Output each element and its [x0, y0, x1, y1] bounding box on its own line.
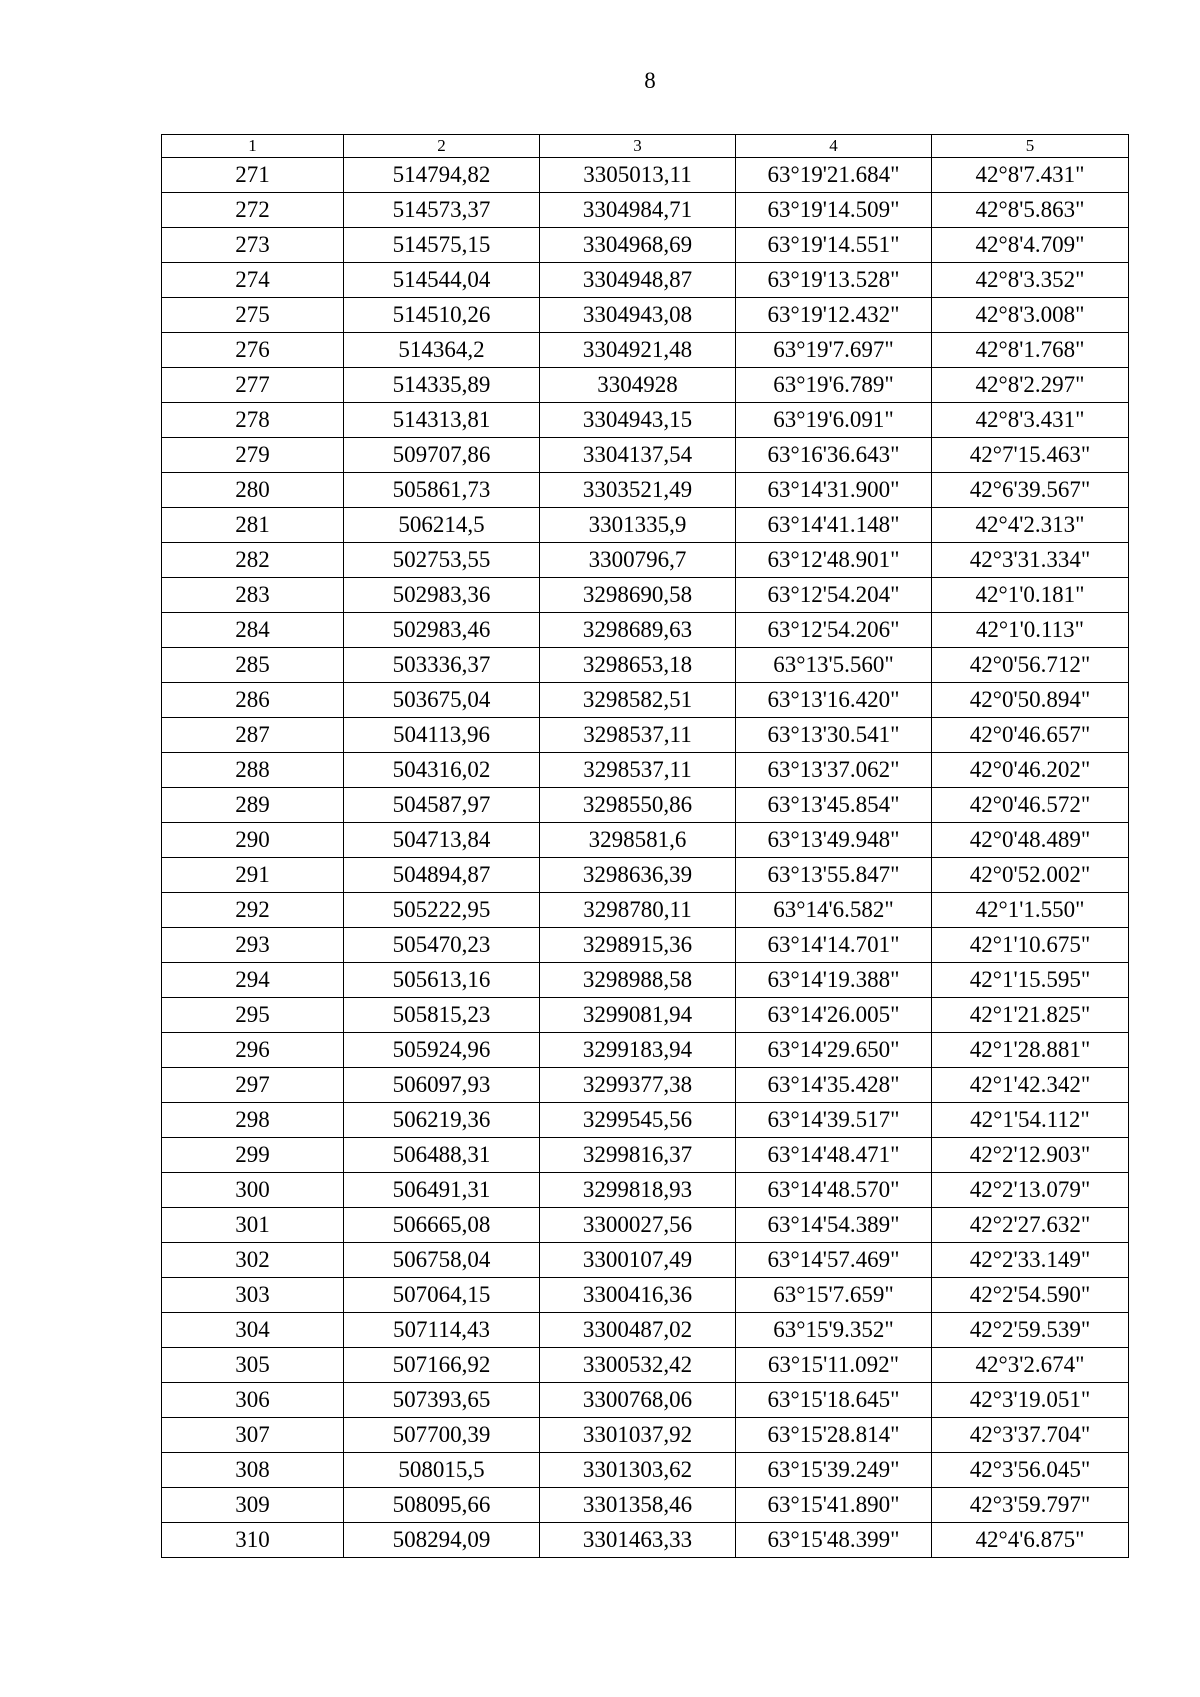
x-coordinate-cell: 505613,16	[344, 963, 540, 998]
column-header-3: 3	[540, 135, 736, 158]
latitude-cell: 63°13'55.847"	[736, 858, 932, 893]
point-number-cell: 296	[162, 1033, 344, 1068]
y-coordinate-cell: 3299081,94	[540, 998, 736, 1033]
table-row	[162, 1208, 1129, 1243]
longitude-cell: 42°1'10.675"	[932, 928, 1129, 963]
latitude-cell: 63°19'14.551"	[736, 228, 932, 263]
point-number-cell: 308	[162, 1453, 344, 1488]
x-coordinate-cell: 506665,08	[344, 1208, 540, 1243]
latitude-cell: 63°14'39.517"	[736, 1103, 932, 1138]
latitude-cell: 63°13'49.948"	[736, 823, 932, 858]
y-coordinate-cell: 3300768,06	[540, 1383, 736, 1418]
latitude-cell: 63°12'48.901"	[736, 543, 932, 578]
point-number-cell: 282	[162, 543, 344, 578]
table-row	[162, 1383, 1129, 1418]
longitude-cell: 42°6'39.567"	[932, 473, 1129, 508]
longitude-cell: 42°0'46.572"	[932, 788, 1129, 823]
latitude-cell: 63°16'36.643"	[736, 438, 932, 473]
table-row	[162, 158, 1129, 193]
point-number-cell: 283	[162, 578, 344, 613]
point-number-cell: 295	[162, 998, 344, 1033]
longitude-cell: 42°1'1.550"	[932, 893, 1129, 928]
point-number-cell: 293	[162, 928, 344, 963]
table-row	[162, 613, 1129, 648]
y-coordinate-cell: 3298537,11	[540, 718, 736, 753]
y-coordinate-cell: 3304928	[540, 368, 736, 403]
longitude-cell: 42°1'15.595"	[932, 963, 1129, 998]
point-number-cell: 292	[162, 893, 344, 928]
table-row	[162, 508, 1129, 543]
longitude-cell: 42°3'2.674"	[932, 1348, 1129, 1383]
table-row	[162, 263, 1129, 298]
point-number-cell: 302	[162, 1243, 344, 1278]
table-row	[162, 928, 1129, 963]
x-coordinate-cell: 506488,31	[344, 1138, 540, 1173]
point-number-cell: 275	[162, 298, 344, 333]
table-row	[162, 718, 1129, 753]
x-coordinate-cell: 507700,39	[344, 1418, 540, 1453]
y-coordinate-cell: 3301037,92	[540, 1418, 736, 1453]
x-coordinate-cell: 506491,31	[344, 1173, 540, 1208]
longitude-cell: 42°4'2.313"	[932, 508, 1129, 543]
latitude-cell: 63°13'45.854"	[736, 788, 932, 823]
table-row	[162, 963, 1129, 998]
x-coordinate-cell: 504713,84	[344, 823, 540, 858]
x-coordinate-cell: 514510,26	[344, 298, 540, 333]
y-coordinate-cell: 3298653,18	[540, 648, 736, 683]
latitude-cell: 63°15'28.814"	[736, 1418, 932, 1453]
point-number-cell: 300	[162, 1173, 344, 1208]
table-row	[162, 193, 1129, 228]
table-row	[162, 998, 1129, 1033]
latitude-cell: 63°15'11.092"	[736, 1348, 932, 1383]
longitude-cell: 42°3'19.051"	[932, 1383, 1129, 1418]
longitude-cell: 42°4'6.875"	[932, 1523, 1129, 1558]
longitude-cell: 42°7'15.463"	[932, 438, 1129, 473]
coordinates-table	[161, 134, 1129, 1558]
x-coordinate-cell: 508095,66	[344, 1488, 540, 1523]
latitude-cell: 63°19'13.528"	[736, 263, 932, 298]
table-row	[162, 1348, 1129, 1383]
longitude-cell: 42°1'42.342"	[932, 1068, 1129, 1103]
longitude-cell: 42°1'21.825"	[932, 998, 1129, 1033]
point-number-cell: 281	[162, 508, 344, 543]
y-coordinate-cell: 3301463,33	[540, 1523, 736, 1558]
latitude-cell: 63°19'6.091"	[736, 403, 932, 438]
table-row	[162, 788, 1129, 823]
y-coordinate-cell: 3300796,7	[540, 543, 736, 578]
longitude-cell: 42°8'1.768"	[932, 333, 1129, 368]
x-coordinate-cell: 504894,87	[344, 858, 540, 893]
x-coordinate-cell: 506219,36	[344, 1103, 540, 1138]
table-row	[162, 753, 1129, 788]
point-number-cell: 309	[162, 1488, 344, 1523]
point-number-cell: 284	[162, 613, 344, 648]
y-coordinate-cell: 3304943,08	[540, 298, 736, 333]
longitude-cell: 42°2'59.539"	[932, 1313, 1129, 1348]
longitude-cell: 42°0'46.202"	[932, 753, 1129, 788]
point-number-cell: 301	[162, 1208, 344, 1243]
point-number-cell: 299	[162, 1138, 344, 1173]
x-coordinate-cell: 509707,86	[344, 438, 540, 473]
table-row	[162, 1138, 1129, 1173]
y-coordinate-cell: 3300532,42	[540, 1348, 736, 1383]
longitude-cell: 42°8'4.709"	[932, 228, 1129, 263]
longitude-cell: 42°3'31.334"	[932, 543, 1129, 578]
y-coordinate-cell: 3304984,71	[540, 193, 736, 228]
longitude-cell: 42°3'59.797"	[932, 1488, 1129, 1523]
longitude-cell: 42°0'56.712"	[932, 648, 1129, 683]
latitude-cell: 63°15'41.890"	[736, 1488, 932, 1523]
table-row	[162, 368, 1129, 403]
point-number-cell: 279	[162, 438, 344, 473]
y-coordinate-cell: 3299377,38	[540, 1068, 736, 1103]
x-coordinate-cell: 507114,43	[344, 1313, 540, 1348]
y-coordinate-cell: 3301335,9	[540, 508, 736, 543]
latitude-cell: 63°15'18.645"	[736, 1383, 932, 1418]
latitude-cell: 63°13'37.062"	[736, 753, 932, 788]
point-number-cell: 273	[162, 228, 344, 263]
longitude-cell: 42°3'56.045"	[932, 1453, 1129, 1488]
y-coordinate-cell: 3304948,87	[540, 263, 736, 298]
longitude-cell: 42°8'2.297"	[932, 368, 1129, 403]
y-coordinate-cell: 3301303,62	[540, 1453, 736, 1488]
latitude-cell: 63°14'29.650"	[736, 1033, 932, 1068]
point-number-cell: 298	[162, 1103, 344, 1138]
table-row	[162, 648, 1129, 683]
longitude-cell: 42°3'37.704"	[932, 1418, 1129, 1453]
y-coordinate-cell: 3298581,6	[540, 823, 736, 858]
y-coordinate-cell: 3301358,46	[540, 1488, 736, 1523]
table-row	[162, 683, 1129, 718]
point-number-cell: 285	[162, 648, 344, 683]
longitude-cell: 42°2'13.079"	[932, 1173, 1129, 1208]
x-coordinate-cell: 503675,04	[344, 683, 540, 718]
latitude-cell: 63°14'19.388"	[736, 963, 932, 998]
x-coordinate-cell: 506214,5	[344, 508, 540, 543]
latitude-cell: 63°15'7.659"	[736, 1278, 932, 1313]
latitude-cell: 63°14'26.005"	[736, 998, 932, 1033]
latitude-cell: 63°15'48.399"	[736, 1523, 932, 1558]
table-header-row	[162, 135, 1129, 158]
longitude-cell: 42°8'5.863"	[932, 193, 1129, 228]
point-number-cell: 274	[162, 263, 344, 298]
x-coordinate-cell: 502983,46	[344, 613, 540, 648]
latitude-cell: 63°19'14.509"	[736, 193, 932, 228]
table-body	[162, 135, 1129, 1558]
y-coordinate-cell: 3298537,11	[540, 753, 736, 788]
x-coordinate-cell: 502753,55	[344, 543, 540, 578]
table-row	[162, 1418, 1129, 1453]
table-row	[162, 1453, 1129, 1488]
x-coordinate-cell: 503336,37	[344, 648, 540, 683]
point-number-cell: 306	[162, 1383, 344, 1418]
latitude-cell: 63°14'6.582"	[736, 893, 932, 928]
y-coordinate-cell: 3298582,51	[540, 683, 736, 718]
latitude-cell: 63°13'5.560"	[736, 648, 932, 683]
y-coordinate-cell: 3304968,69	[540, 228, 736, 263]
latitude-cell: 63°19'7.697"	[736, 333, 932, 368]
table-row	[162, 438, 1129, 473]
y-coordinate-cell: 3298915,36	[540, 928, 736, 963]
longitude-cell: 42°2'33.149"	[932, 1243, 1129, 1278]
longitude-cell: 42°1'28.881"	[932, 1033, 1129, 1068]
y-coordinate-cell: 3299818,93	[540, 1173, 736, 1208]
y-coordinate-cell: 3305013,11	[540, 158, 736, 193]
table-row	[162, 578, 1129, 613]
longitude-cell: 42°8'3.008"	[932, 298, 1129, 333]
latitude-cell: 63°14'35.428"	[736, 1068, 932, 1103]
column-header-4: 4	[736, 135, 932, 158]
y-coordinate-cell: 3298550,86	[540, 788, 736, 823]
point-number-cell: 305	[162, 1348, 344, 1383]
latitude-cell: 63°19'6.789"	[736, 368, 932, 403]
x-coordinate-cell: 514794,82	[344, 158, 540, 193]
x-coordinate-cell: 506758,04	[344, 1243, 540, 1278]
x-coordinate-cell: 507064,15	[344, 1278, 540, 1313]
table-row	[162, 403, 1129, 438]
longitude-cell: 42°1'0.113"	[932, 613, 1129, 648]
y-coordinate-cell: 3298636,39	[540, 858, 736, 893]
y-coordinate-cell: 3300107,49	[540, 1243, 736, 1278]
x-coordinate-cell: 507393,65	[344, 1383, 540, 1418]
column-header-1: 1	[162, 135, 344, 158]
point-number-cell: 303	[162, 1278, 344, 1313]
y-coordinate-cell: 3300416,36	[540, 1278, 736, 1313]
table-row	[162, 1103, 1129, 1138]
y-coordinate-cell: 3298689,63	[540, 613, 736, 648]
longitude-cell: 42°1'54.112"	[932, 1103, 1129, 1138]
latitude-cell: 63°14'31.900"	[736, 473, 932, 508]
latitude-cell: 63°19'12.432"	[736, 298, 932, 333]
x-coordinate-cell: 506097,93	[344, 1068, 540, 1103]
table-row	[162, 1173, 1129, 1208]
x-coordinate-cell: 505861,73	[344, 473, 540, 508]
longitude-cell: 42°8'3.352"	[932, 263, 1129, 298]
table-row	[162, 1523, 1129, 1558]
point-number-cell: 289	[162, 788, 344, 823]
latitude-cell: 63°12'54.206"	[736, 613, 932, 648]
x-coordinate-cell: 504316,02	[344, 753, 540, 788]
table-row	[162, 333, 1129, 368]
x-coordinate-cell: 507166,92	[344, 1348, 540, 1383]
y-coordinate-cell: 3298988,58	[540, 963, 736, 998]
point-number-cell: 271	[162, 158, 344, 193]
x-coordinate-cell: 502983,36	[344, 578, 540, 613]
column-header-5: 5	[932, 135, 1129, 158]
latitude-cell: 63°14'48.570"	[736, 1173, 932, 1208]
x-coordinate-cell: 505470,23	[344, 928, 540, 963]
y-coordinate-cell: 3304137,54	[540, 438, 736, 473]
table-row	[162, 1033, 1129, 1068]
x-coordinate-cell: 505924,96	[344, 1033, 540, 1068]
table-row	[162, 1488, 1129, 1523]
point-number-cell: 287	[162, 718, 344, 753]
x-coordinate-cell: 504113,96	[344, 718, 540, 753]
table-row	[162, 1243, 1129, 1278]
y-coordinate-cell: 3298690,58	[540, 578, 736, 613]
latitude-cell: 63°13'16.420"	[736, 683, 932, 718]
y-coordinate-cell: 3298780,11	[540, 893, 736, 928]
x-coordinate-cell: 505815,23	[344, 998, 540, 1033]
longitude-cell: 42°2'27.632"	[932, 1208, 1129, 1243]
point-number-cell: 297	[162, 1068, 344, 1103]
point-number-cell: 277	[162, 368, 344, 403]
latitude-cell: 63°14'41.148"	[736, 508, 932, 543]
x-coordinate-cell: 514335,89	[344, 368, 540, 403]
table-row	[162, 858, 1129, 893]
x-coordinate-cell: 514313,81	[344, 403, 540, 438]
table-row	[162, 228, 1129, 263]
point-number-cell: 288	[162, 753, 344, 788]
point-number-cell: 272	[162, 193, 344, 228]
point-number-cell: 307	[162, 1418, 344, 1453]
longitude-cell: 42°8'7.431"	[932, 158, 1129, 193]
y-coordinate-cell: 3300027,56	[540, 1208, 736, 1243]
point-number-cell: 290	[162, 823, 344, 858]
latitude-cell: 63°14'14.701"	[736, 928, 932, 963]
x-coordinate-cell: 508015,5	[344, 1453, 540, 1488]
longitude-cell: 42°0'46.657"	[932, 718, 1129, 753]
longitude-cell: 42°2'54.590"	[932, 1278, 1129, 1313]
longitude-cell: 42°1'0.181"	[932, 578, 1129, 613]
point-number-cell: 276	[162, 333, 344, 368]
table-row	[162, 473, 1129, 508]
latitude-cell: 63°14'57.469"	[736, 1243, 932, 1278]
x-coordinate-cell: 505222,95	[344, 893, 540, 928]
y-coordinate-cell: 3304921,48	[540, 333, 736, 368]
longitude-cell: 42°0'50.894"	[932, 683, 1129, 718]
point-number-cell: 291	[162, 858, 344, 893]
latitude-cell: 63°13'30.541"	[736, 718, 932, 753]
y-coordinate-cell: 3304943,15	[540, 403, 736, 438]
longitude-cell: 42°0'48.489"	[932, 823, 1129, 858]
table-row	[162, 823, 1129, 858]
longitude-cell: 42°8'3.431"	[932, 403, 1129, 438]
table-row	[162, 1068, 1129, 1103]
longitude-cell: 42°2'12.903"	[932, 1138, 1129, 1173]
latitude-cell: 63°14'48.471"	[736, 1138, 932, 1173]
latitude-cell: 63°15'39.249"	[736, 1453, 932, 1488]
x-coordinate-cell: 514575,15	[344, 228, 540, 263]
table-row	[162, 1278, 1129, 1313]
point-number-cell: 286	[162, 683, 344, 718]
x-coordinate-cell: 514544,04	[344, 263, 540, 298]
y-coordinate-cell: 3299183,94	[540, 1033, 736, 1068]
longitude-cell: 42°0'52.002"	[932, 858, 1129, 893]
point-number-cell: 280	[162, 473, 344, 508]
y-coordinate-cell: 3299545,56	[540, 1103, 736, 1138]
column-header-2: 2	[344, 135, 540, 158]
table-row	[162, 1313, 1129, 1348]
latitude-cell: 63°14'54.389"	[736, 1208, 932, 1243]
table-row	[162, 543, 1129, 578]
x-coordinate-cell: 514364,2	[344, 333, 540, 368]
point-number-cell: 304	[162, 1313, 344, 1348]
table-row	[162, 298, 1129, 333]
y-coordinate-cell: 3299816,37	[540, 1138, 736, 1173]
table-row	[162, 893, 1129, 928]
latitude-cell: 63°19'21.684"	[736, 158, 932, 193]
point-number-cell: 310	[162, 1523, 344, 1558]
point-number-cell: 278	[162, 403, 344, 438]
x-coordinate-cell: 514573,37	[344, 193, 540, 228]
y-coordinate-cell: 3303521,49	[540, 473, 736, 508]
x-coordinate-cell: 504587,97	[344, 788, 540, 823]
x-coordinate-cell: 508294,09	[344, 1523, 540, 1558]
page-number: 8	[644, 68, 656, 93]
y-coordinate-cell: 3300487,02	[540, 1313, 736, 1348]
latitude-cell: 63°12'54.204"	[736, 578, 932, 613]
latitude-cell: 63°15'9.352"	[736, 1313, 932, 1348]
point-number-cell: 294	[162, 963, 344, 998]
